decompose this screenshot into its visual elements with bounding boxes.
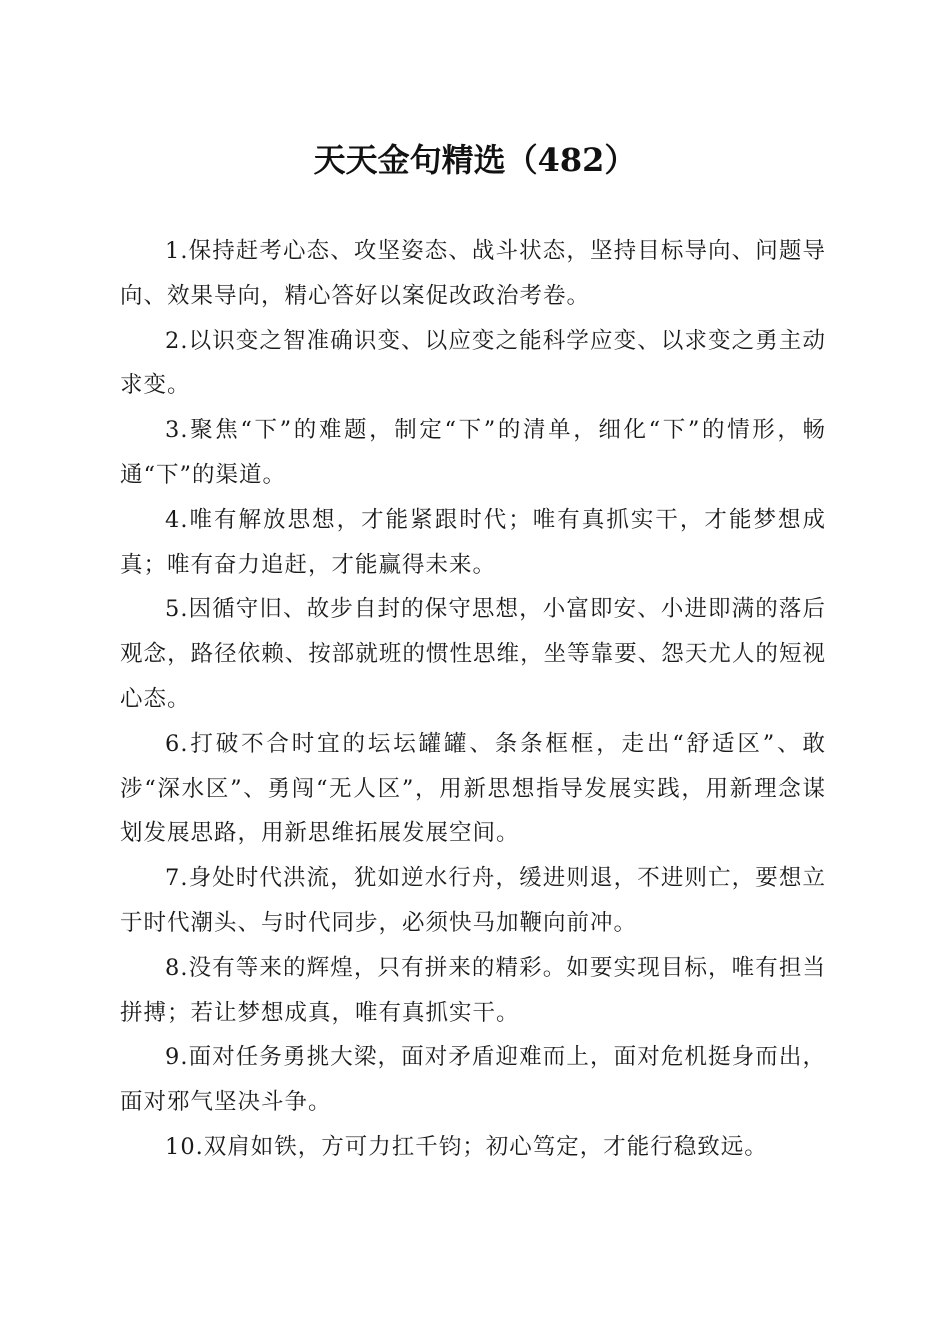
paragraph-6: 6.打破不合时宜的坛坛罐罐、条条框框，走出“舒适区”、敢涉“深水区”、勇闯“无人区”，用新思想指导发展实践，用新理念谋划发展思路，用新思维拓展发展空间。 bbox=[120, 730, 826, 847]
paragraph-3: 3.聚焦“下”的难题，制定“下”的清单，细化“下”的情形，畅通“下”的渠道。 bbox=[120, 417, 826, 488]
document-body bbox=[120, 229, 826, 1170]
paragraph-9: 9.面对任务勇挑大梁，面对矛盾迎难而上，面对危机挺身而出，面对邪气坚决斗争。 bbox=[120, 1044, 826, 1116]
paragraph-1: 1.保持赶考心态、攻坚姿态、战斗状态，坚持目标导向、问题导向、效果导向，精心答好以案促改政治考卷。 bbox=[120, 238, 826, 309]
paragraph-4: 4.唯有解放思想，才能紧跟时代；唯有真抓实干，才能梦想成真；唯有奋力追赶，才能赢得未来。 bbox=[120, 506, 826, 578]
paragraph-7: 7.身处时代洪流，犹如逆水行舟，缓进则退，不进则亡，要想立于时代潮头、与时代同步，必须快马加鞭向前冲。 bbox=[120, 865, 826, 936]
document-title: 天天金句精选（482） bbox=[313, 141, 637, 179]
paragraph-5: 5.因循守旧、故步自封的保守思想，小富即安、小进即满的落后观念，路径依赖、按部就班的惯性思维，坐等靠要、怨天尤人的短视心态。 bbox=[120, 596, 826, 712]
paragraph-8: 8.没有等来的辉煌，只有拼来的精彩。如要实现目标，唯有担当拼搏；若让梦想成真，唯有真抓实干。 bbox=[120, 954, 826, 1026]
paragraph-10: 10.双肩如铁，方可力扛千钧；初心笃定，才能行稳致远。 bbox=[165, 1133, 768, 1160]
paragraph-2: 2.以识变之智准确识变、以应变之能科学应变、以求变之勇主动求变。 bbox=[120, 327, 826, 399]
